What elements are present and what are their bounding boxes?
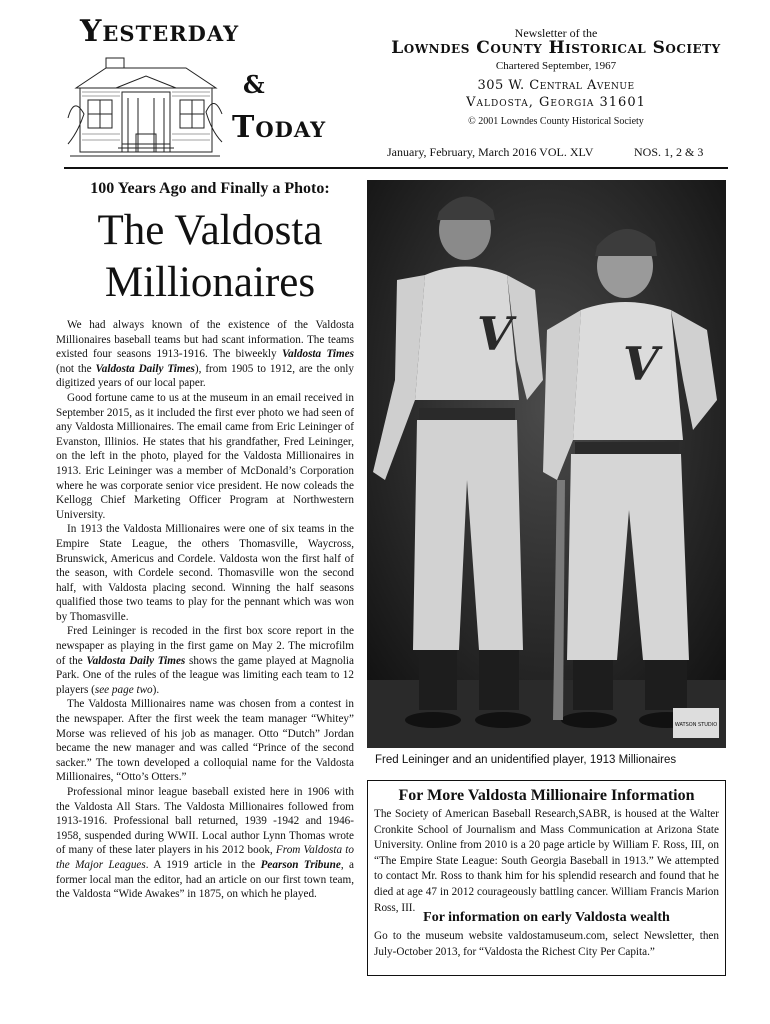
masthead-divider xyxy=(64,167,728,169)
article-kicker: 100 Years Ago and Finally a Photo: xyxy=(90,180,330,197)
info-box-subtitle: For information on early Valdosta wealth xyxy=(423,910,670,925)
article-paragraph: In 1913 the Valdosta Millionaires were one of six teams in the Empire State League, the others Thomasville, Waycross, Brunswick, Americus and Cordele. Valdosta won the first half of the season, with Cordele second. Thomasville won the second half, with Valdosta placing second. Winning the half seasons qualified those two teams to play for the pennant which was won by Thomasville. xyxy=(56,523,354,623)
copyright-notice: © 2001 Lowndes County Historical Society xyxy=(468,116,644,127)
masthead-ampersand: & xyxy=(243,70,266,99)
newsletter-of-label: Newsletter of the xyxy=(514,26,598,40)
masthead-today: Today xyxy=(232,110,327,145)
address-city: Valdosta, Georgia 31601 xyxy=(466,95,646,110)
address-street: 305 W. Central Avenue xyxy=(477,78,635,93)
article-paragraph: Fred Leininger is recoded in the first box score report in the newspaper as playing in the first game on May 2. The microfilm of the Valdosta Daily Times shows the game played at Magnolia Park. One of the rules of the league was limiting each team to 12 players (see page two). xyxy=(56,625,354,696)
info-box-text-2: Go to the museum website valdostamuseum.com, select Newsletter, then July-October 2013, for “Valdosta the Richest City Per Capita.” xyxy=(374,930,719,958)
photo-caption: Fred Leininger and an unidentified player, 1913 Millionaires xyxy=(375,754,677,766)
article-paragraph: Professional minor league baseball existed here in 1906 with the Valdosta All Stars. The Valdosta Millionaires followed from 1913-1916. Professional ball returned, 1939 -1942 and 1946-1958, suspended during WWII. Local author Lynn Thomas wrote of many of these later players in his 2012 book, From Valdosta to the Major Leagues. A 1919 article in the Pearson Tribune, a former local man the editor, had an article on our first town team, the Valdosta “Wide Awakes” in 1875, on which he played. xyxy=(56,786,354,901)
issue-numbers: NOS. 1, 2 & 3 xyxy=(634,145,704,159)
info-box-title: For More Valdosta Millionaire Information xyxy=(398,787,695,804)
article-paragraph: Good fortune came to us at the museum in an email received in September 2015, as it included the first ever photo we had seen of any Valdosta Millionaires. The email came from Eric Leininger of Evanston, Illinios. He states that his grandfather, Fred Leininger, on the left in the photo, played for the Valdosta Millionaires in 1913. Eric Leininger was a member of McDonald’s Corporation where he was corporate senior vice president. He now coleads the Kellogg Chief Marketing Officer Program at Northwestern University. xyxy=(56,391,354,521)
article-paragraph: The Valdosta Millionaires name was chosen from a contest in the newspaper. After the first week the team manager “Whitey” Morse was relieved of his job as manager. Otto “Dutch” Jordan became the new manager and was called “Prince of the second sacker.” The town developed a colloquial name for the Valdosta Millionaires, “Otto’s Otters.” xyxy=(56,698,354,784)
team-photo xyxy=(367,180,726,748)
info-box-text: The Society of American Baseball Research,SABR, is housed at the Walter Cronkite School of Journalism and Mass Communication at Arizona State University. Online from 2010 is a 20 page article by William F. Ross, III, on “The Empire State League: South Georgia Baseball in 1913.” We attempted to contact Mr. Ross to thank him for his splendid research and found that he died at age 47 in 2012 courageously battling cancer. William Francis Marion Ross, III. xyxy=(374,808,719,914)
museum-building-illustration xyxy=(66,48,224,160)
issue-date: January, February, March 2016 VOL. XLV xyxy=(387,145,594,159)
jersey-letter-left: V xyxy=(477,307,513,361)
article-body xyxy=(56,318,354,902)
info-box xyxy=(367,780,726,976)
jersey-letter-right: V xyxy=(623,337,659,391)
chartered-date: Chartered September, 1967 xyxy=(495,60,617,72)
society-name: Lowndes County Historical Society xyxy=(391,38,721,58)
article-paragraph: We had always known of the existence of the Valdosta Millionaires baseball teams but had scant information. The teams existed four seasons 1913-1916. The biweekly Valdosta Times (not the Valdosta Daily Times), from 1905 to 1912, are the only digitized years of our local paper. xyxy=(56,319,354,390)
studio-stamp-text: WATSON STUDIO xyxy=(674,722,718,728)
players-illustration xyxy=(367,180,726,748)
masthead-yesterday: Yesterday xyxy=(80,14,240,49)
article-headline: The Valdosta Millionaires xyxy=(97,207,323,306)
